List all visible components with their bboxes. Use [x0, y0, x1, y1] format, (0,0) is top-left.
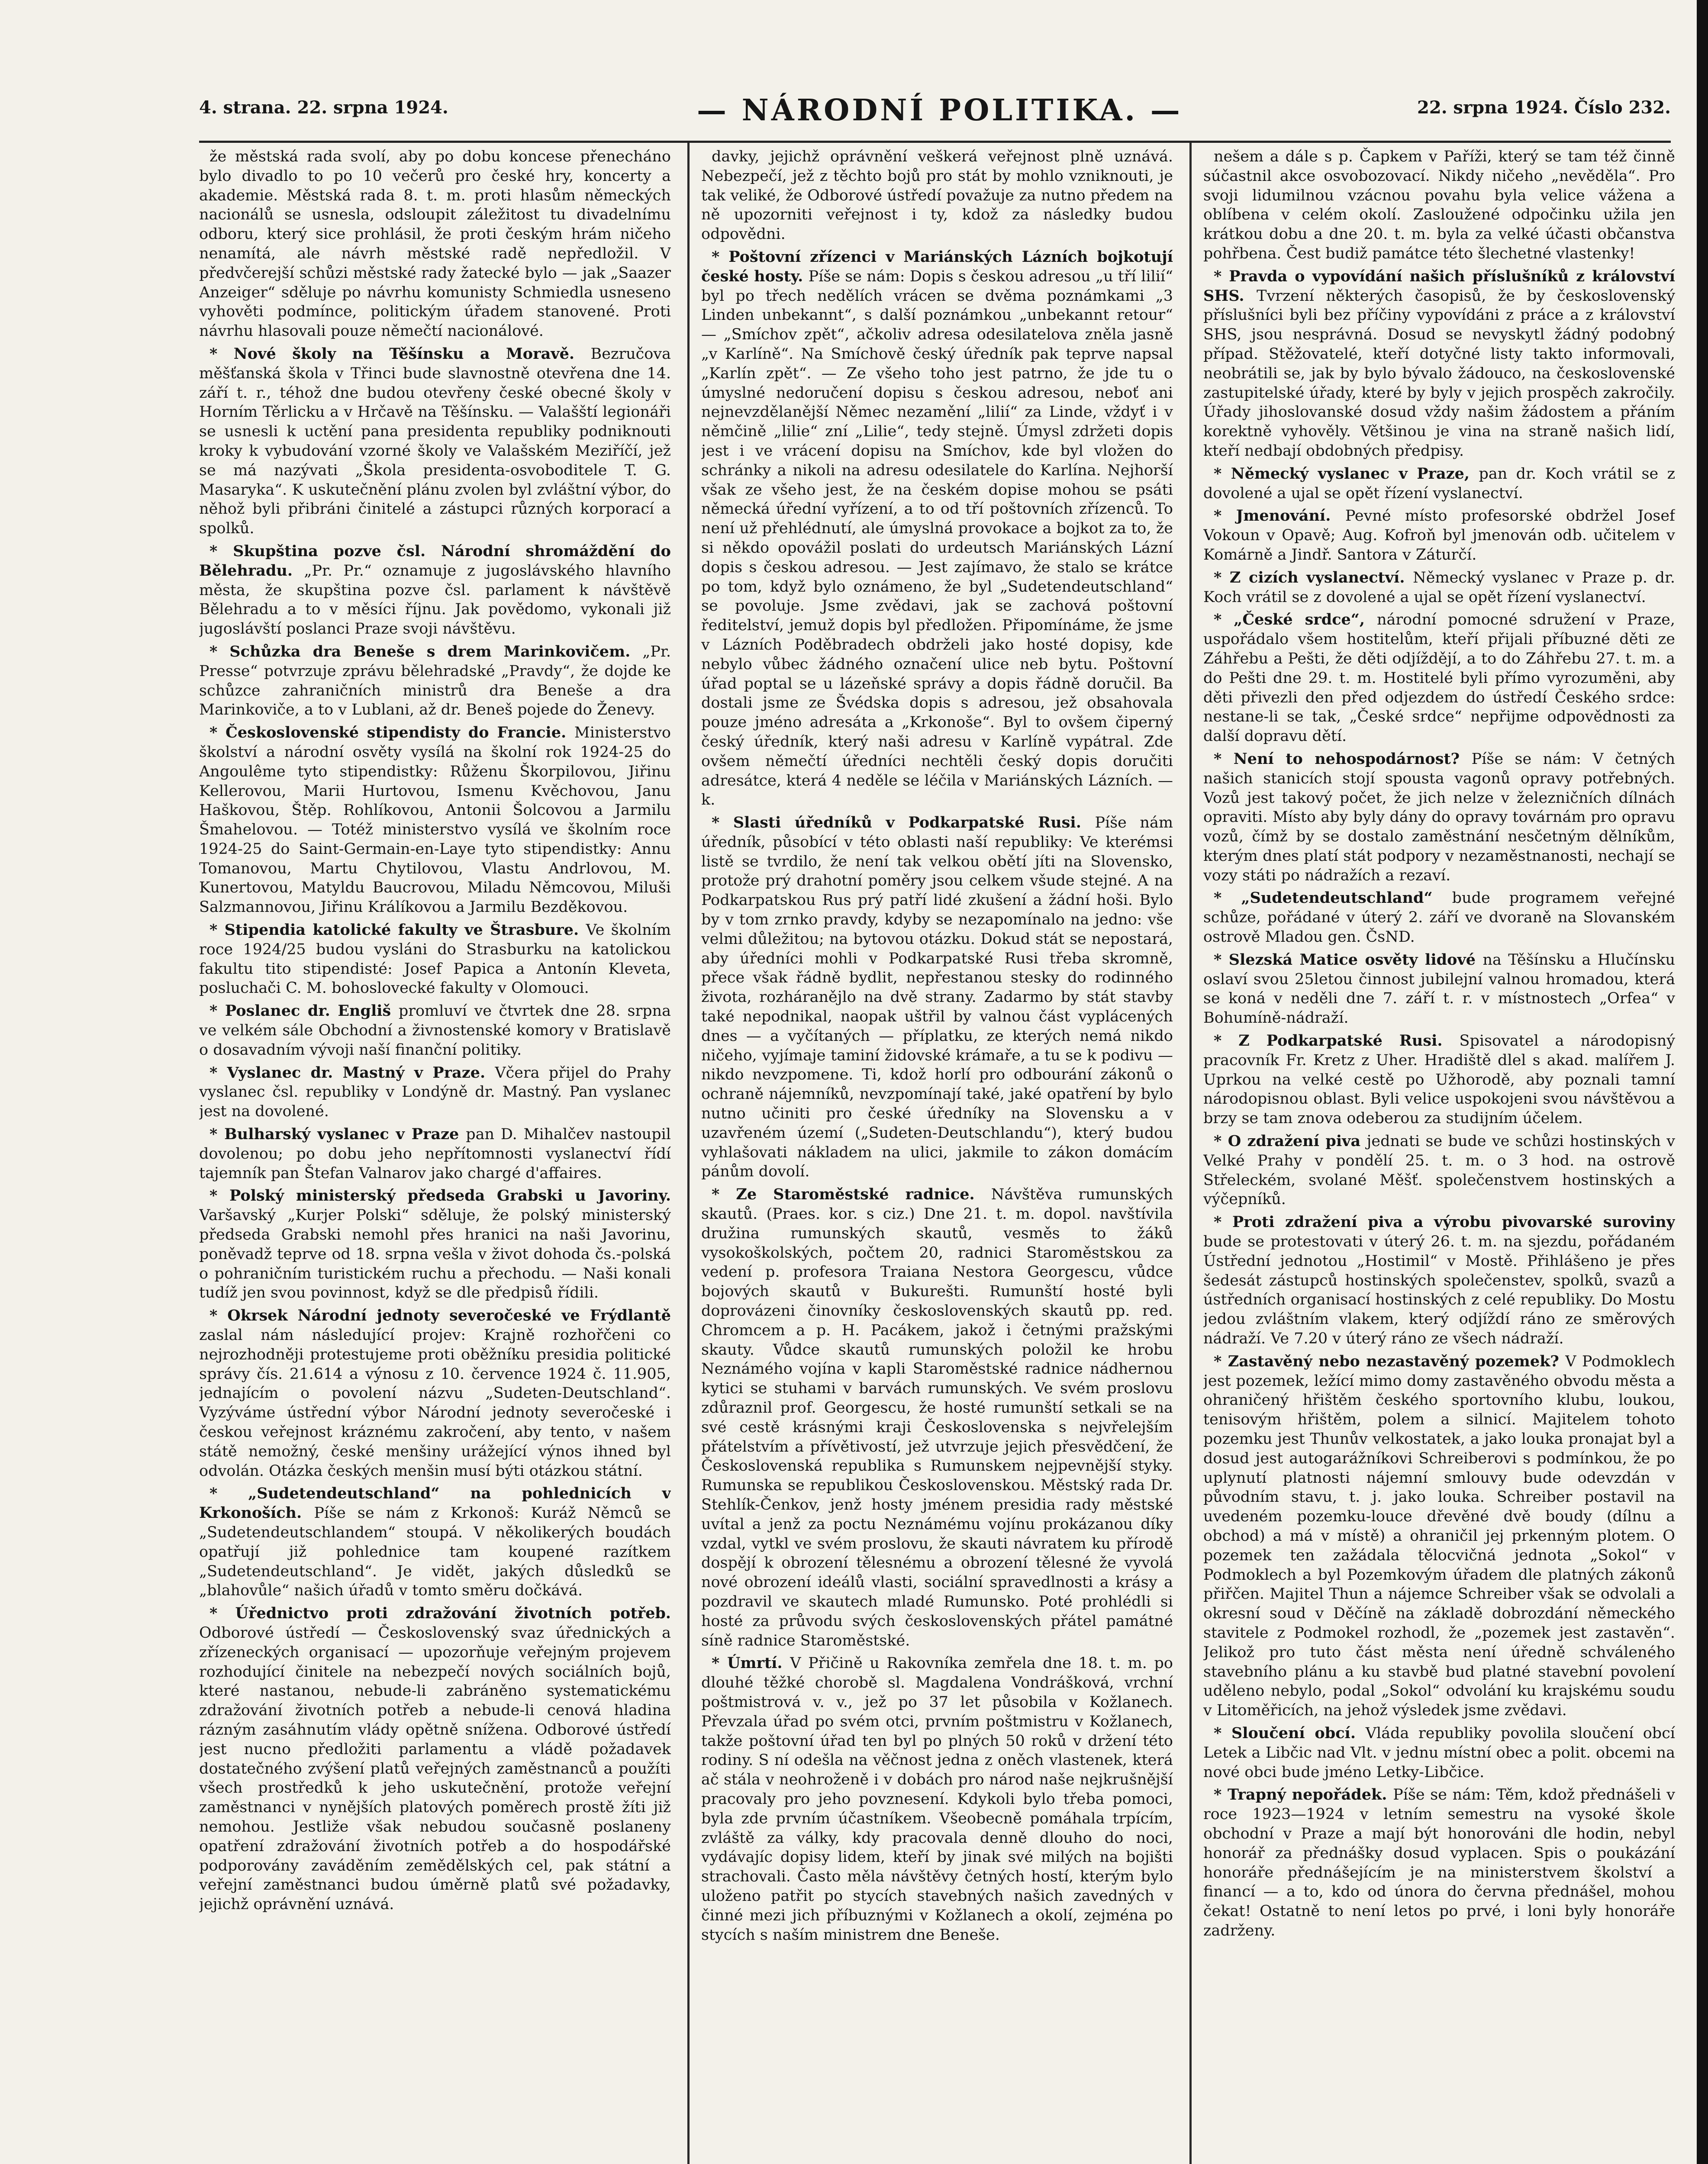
article [1203, 950, 1675, 1028]
article [701, 147, 1173, 244]
article-body: Píše se nám: Těm, kdož přednášeli v roce 1923—1924 v letním semestru na vysoké škole obchodní v Praze a mají být honorováni dle hodin, nebyl honorář za přednášky dosud vyplacen. Spis o poukázání honoráře přednášejícím je na ministerstvem školství a financí — a to, kdo od února do června přednášel, mohou čekat! Ostatně to není letos po prvé, i loni byly honoráře zadrženy. [1203, 1786, 1675, 1939]
article-body: promluví ve čtvrtek dne 28. srpna ve velkém sále Obchodní a živnostenské komory v Bratislavě o dosavadním vývoji naší finanční politiky. [199, 1002, 671, 1059]
article-headline: * Jmenování. [1214, 507, 1345, 525]
page-header [199, 89, 1671, 143]
article-body: bude se protestovati v úterý 26. t. m. na sjezdu, pořádaném Ústřední jednotou „Hostimil“ v Mostě. Přihlášeno je přes šedesát zástupců hostinských společenstev, spolků, svazů a ústředních organisací hostinských z celé republiky. Do Mostu jedou zvláštním vlakem, který odjíždí ráno ze směrových nádraží. Ve 7.20 v úterý ráno ze všech nádraží. [1203, 1233, 1675, 1348]
column-1 [199, 147, 671, 2164]
article [1203, 1132, 1675, 1209]
article-body: pan D. Mihalčev nastoupil dovolenou; po dobu jeho nepřítomnosti vyslanectví řídí tajemník pan Štefan Valnarov jako chargé d'affaires. [199, 1126, 671, 1182]
article [1203, 464, 1675, 503]
article-body: Německý vyslanec v Praze p. dr. Koch vrátil se z dovolené a ujal se opět řízení vyslanectví. [1203, 569, 1675, 606]
article-body: zaslal nám následující projev: Krajně rozhořčeni co nejrozhodněji protestujeme proti oběžníku presidia politické správy čís. 21.614 a výnosu z 10. července 1924 č. 11.905, jednajícím o povolení názvu „Sudeten-Deutschland“. Vyzýváme ústřední výbor Národní jednoty severočeské i českou veřejnost kráznému zakročení, aby tento, v našem státě nemožný, české menšiny urážející výnos ihned byl odvolán. Otázka českých menšin musí býti otázkou státní. [199, 1327, 671, 1480]
article-headline: * Schůzka dra Beneše s drem Marinkovičem. [209, 642, 643, 660]
article-headline: * „České srdce“, [1214, 611, 1377, 629]
article-body: Píše se nám z Krkonoš: Kuráž Němců se „Sudetendeutschlandem“ stoupá. V několikerých boudách opatřují již pohlednice tam koupené razítkem „Sudetendeutschland“. Je vidět, jakých důsledků se „blahovůle“ našich úřadů v tomto směru dočkává. [199, 1504, 671, 1600]
article [199, 1186, 671, 1303]
article-headline: * Nové školy na Těšínsku a Moravě. [209, 345, 591, 363]
article [1203, 1213, 1675, 1349]
article-headline: * Proti zdražení piva a výrobu pivovarské suroviny [1214, 1213, 1675, 1231]
article-body: Spisovatel a národopisný pracovník Fr. Kretz z Uher. Hradiště dlel s akad. malířem J. Uprkou na velké cestě po Užhorodě, aby poznali tamní národopisnou oblast. Byli velice uspokojeni svou návštěvou a brzy se tam znova odeberou za studijním účelem. [1203, 1032, 1675, 1127]
article [199, 345, 671, 538]
masthead-title: — NÁRODNÍ POLITIKA. — [697, 93, 1183, 128]
article-body: Ve školním roce 1924/25 budou vysláni do Strasburku na katolickou fakultu tito stipendisté: Josef Papica a Antonín Kleveta, posluchači C. M. bohoslovecké fakulty v Olomouci. [199, 921, 671, 997]
article-headline: * Německý vyslanec v Praze, [1214, 464, 1479, 483]
article [199, 147, 671, 341]
article-body: Pevné místo profesorské obdržel Josef Vokoun v Opavě; Aug. Kofroň byl jmenován odb. učitelem v Komárně a Jindř. Santora v Záturčí. [1203, 507, 1675, 564]
article-headline: * Vyslanec dr. Mastný v Praze. [209, 1063, 495, 1082]
article [1203, 1724, 1675, 1782]
article-body: že městská rada svolí, aby po dobu koncese přenecháno bylo divadlo to po 10 večerů pro české hry, koncerty a akademie. Městská rada 8. t. m. proti hlasům německých nacionálů se usnesla, odsloupit záležitost tu divadelnímu odboru, který sice prohlásil, že proti českým hrám ničeho nenamítá, ale návrh městské radě nepředložil. V předvčerejší schůzi městské rady žatecké bylo — jak „Saazer Anzeiger“ sděluje po návrhu komunisty Schmiedla usneseno vyhověti podmínce, politickým úřadem stanovené. Proti návrhu hlasovali pouze němečtí nacionálové. [199, 148, 671, 340]
article-body: Ministerstvo školství a národní osvěty vysílá na školní rok 1924-25 do Angoulême tyto stipendistky: Růženu Škorpilovou, Jiřinu Kellerovou, Marii Hurtovou, Ismenu Kvěchovou, Janu Haškovou, Štěp. Rohlíkovou, Antonii Šolcovou a Jarmilu Šmahelovou. — Totéž ministerstvo vysílá ve školním roce 1924-25 do Saint-Germain-en-Laye tyto stipendistky: Annu Tomanovou, Martu Chytilovou, Vlastu Andrlovou, M. Kunertovou, Matyldu Baucrovou, Miladu Němcovou, Miluši Salzmannovou, Jiřinu Králíkovou a Jarmilu Bezděkovou. [199, 724, 671, 916]
article [701, 248, 1173, 810]
article-headline: * Slasti úředníků v Podkarpatské Rusi. [712, 814, 1095, 832]
article-body: Návštěva rumunských skautů. (Praes. kor. s ciz.) Dne 21. t. m. dopol. navštívila družina rumunských skautů, vesměs to žáků vysokoškolských, počtem 20, radnici Staroměstskou za vedení p. profesora Traiana Nestora Georgescu, vůdce bojových skautů v Bukurešti. Rumunští hosté byli doprovázeni činovníky československých skautů pp. red. Chromcem a p. H. Pacákem, jakož i četnými pražskými skauty. Vůdce skautů rumunských položil ke hrobu Neznámého vojína v kapli Staroměstské radnice nádhernou kytici se stuhami v barvách rumunských. Ve svém proslovu zdůraznil prof. Georgescu, že hosté rumunští setkali se na své cestě krásnými kraji Československa s nejvřelejším přátelstvím a přívětivostí, jež utvrzuje jejich přesvědčení, že Československá republika s Rumunskem nejpevnější styky. Rumunska se republikou Československou. Městský rada Dr. Stehlík-Čenkov, jenž hosty jménem presidia rady městské uvítal a jenž za poctu Neznámému vojínu prokázanou díky vzdal, vytkl ve svém proslovu, že skauti návratem ku přírodě dospějí k obrození tělesnému a obrození tělesné že vyvolá nové obrození ideálů vlasti, sociální spravedlnosti a krásy a pozdravil ve skautech mladé Rumunsko. Poté prohlédli si hosté za průvodu svých československých přátel památné síně radnice Staroměstské. [701, 1186, 1173, 1649]
article-headline: * O zdražení piva [1214, 1132, 1367, 1150]
article-headline: * „Sudetendeutschland“ [1214, 889, 1452, 907]
header-issue-number: 22. srpna 1924. Číslo 232. [1417, 97, 1671, 118]
article [1203, 1031, 1675, 1128]
article-body: bude programem veřejné schůze, pořádané v úterý 2. září ve dvoraně na Slovanském ostrově Mladou gen. ČsND. [1203, 889, 1675, 946]
article-headline: * Polský ministerský předseda Grabski u Javoriny. [209, 1187, 671, 1205]
article-body: Píše se nám: V četných našich stanicích stojí spousta vagonů opravy potřebných. Vozů jest takový počet, že jich nelze v železničních dílnách opraviti. Místo aby byly dány do opravy továrnám pro opravu vozů, čímž by se dostalo zaměstnání nesčetným dělníkům, kterým dnes platí stát podpory v nezaměstnanosti, nechají se vozy státi po nádražích a rezaví. [1203, 750, 1675, 884]
article-body: Vláda republiky povolila sloučení obcí Letek a Libčic nad Vlt. v jednu místní obec a polit. obcemi na nové obci bude jméno Letky-Libčice. [1203, 1724, 1675, 1781]
article-body: „Pr. Presse“ potvrzuje zprávu bělehradské „Pravdy“, že dojde ke schůzce zahraničních ministrů dra Beneše a dra Marinkoviče, a to v Lublani, až dr. Beneš pojede do Ženevy. [199, 643, 671, 719]
article-headline: * Ze Staroměstské radnice. [712, 1185, 991, 1204]
article [1203, 568, 1675, 607]
article [199, 1306, 671, 1481]
article [1203, 610, 1675, 746]
article [701, 813, 1173, 1182]
article-headline: * Úmrtí. [712, 1654, 790, 1672]
article [199, 1125, 671, 1183]
article-headline: * Poštovní zřízenci v Mariánských Lázních bojkotují české hosty. [701, 248, 1173, 285]
article-body: Včera přijel do Prahy vyslanec čsl. republiky v Londýně dr. Mastný. Pan vyslanec jest na dovolené. [199, 1064, 671, 1121]
article [199, 1604, 671, 1914]
article-headline: * Slezská Matice osvěty lidové [1214, 950, 1483, 969]
article-body: na Těšínsku a Hlučínsku oslaví svou 25letou činnost jubilejní valnou hromadou, která se koná v neděli dne 7. září t. r. v místnostech „Orfea“ v Bohumíně-nádraží. [1203, 951, 1675, 1027]
article-body: V Podmoklech jest pozemek, ležící mimo domy zastavěného obvodu města a ohraničený hřištěm českého sportovního klubu, loukou, tenisovým hřištěm, polem a silnicí. Majitelem tohoto pozemku jest Thunův velkostatek, a jako louka pronajat byl a dosud jest autogarážníkovi Schreiberovi s podmínkou, že po uplynutí platnosti nájemní smlouvy bude odevzdán v původním stavu, t. j. jako louka. Schreiber postavil na uvedeném pozemku-louce dřevěné dvě boudy (dílnu a obchod) a má v místě) a ohraničil jej prkenným plotem. O pozemek ten zažádala tělocvičná jednota „Sokol“ v Podmoklech a byl Pozemkovým úřadem dle platných zákonů přiřčen. Majitel Thun a nájemce Schreiber však se odvolali a okresní soud v Děčíně na základě dobrozdání německého stavitele z Podmokel rozhodl, že „pozemek jest zastavěn“. Jelikož pro tuto část města není úředně schváleného stavebního plánu a ku stavbě bud platné stavební povolení uděleno nebylo, podal „Sokol“ odvolání ku krajskému soudu v Litoměřicích, na jehož výsledek jsme zvědavi. [1203, 1352, 1675, 1720]
article [1203, 1352, 1675, 1720]
article [199, 1484, 671, 1600]
article [701, 1654, 1173, 1945]
column-rule-2 [1189, 143, 1192, 2164]
article-body: „Pr. Pr.“ oznamuje z jugoslávského hlavního města, že skupština pozve čsl. parlament k návštěvě Bělehradu a to v měsíci říjnu. Jak povědomo, vykonali již jugoslávští poslanci Praze svoji návštěvu. [199, 562, 671, 638]
article [1203, 267, 1675, 461]
scan-edge-mark [1697, 0, 1708, 2164]
article [701, 1185, 1173, 1650]
article-headline: * Není to nehospodárnost? [1214, 750, 1472, 768]
article-headline: * Trapný nepořádek. [1214, 1786, 1393, 1804]
article-body: nešem a dále s p. Čapkem v Paříži, který se tam též činně súčastnil akce osvobozovací. Nikdy ničeho „nevěděla“. Pro svoji lidumilnou vzácnou povahu byla velice vážena a oblíbena v celém okolí. Zasloužené odpočinku užila jen krátkou dobu a dne 20. t. m. byla za velké účasti občanstva pohřbena. Čest budiž památce této šlechetné vlastenky! [1203, 148, 1675, 262]
article-headline: * „Sudetendeutschland“ na pohlednicích v Krkonoších. [199, 1485, 671, 1522]
article-headline: * Pravda o vypovídání našich příslušníků z království SHS. [1203, 267, 1675, 305]
article-body: davky, jejichž oprávnění veškerá veřejnost plně uznává. Nebezpečí, jež z těchto bojů pro stát by mohlo vzniknouti, je tak veliké, že Odborové ústředí považuje za nutno předem na ně upozorniti veřejnost i ty, kdož za následky budou odpovědni. [701, 148, 1173, 243]
article-headline: * Z cizích vyslanectví. [1214, 568, 1413, 586]
article-body: Píše se nám: Dopis s českou adresou „u tří lilií“ byl po třech nedělích vrácen se dvěma poznámkami „3 Linden unbekannt“, s další poznámkou „unbekannt retour“ — „Smíchov zpět“, ačkoliv adresa odesilatelova zněla jasně „v Karlíně“. Na Smíchově český úředník pak teprve napsal „Karlín zpět“. — Ze všeho toho jest patrno, že jde tu o úmyslné nedoručení dopisu s českou adresou, neboť ani nejnevzdělanější Němec nezamění „lilií“ za Linde, vždyť i v němčině „lilie“ zní „Lilie“, tedy stejně. Úmysl zdržeti dopis jest i ve vrácení dopisu na Smíchov, kde byl vložen do schránky a nikoli na adresu odesilatele do Karlína. Nejhorší však ze všeho jest, že na českém dopise mohou se psáti německá úřední vyřízení, a to od tří poštovních zřízenců. To není už přehlédnutí, ale úmyslná provokace a bojkot za to, že si někdo opovážil poslati do urdeutsch Mariánských Lázní dopis s českou adresou. — Jest zajímavo, že stalo se krátce po tom, když bylo oznámeno, že byl „Sudetendeutschland“ se povoluje. Jsme zvědavi, jak se zachová poštovní ředitelství, jemuž dopis byl předložen. Připomínáme, že jsme v Lázních Poděbradech obdrželi jako hosté dopisy, kde nebylo vůbec žádného označení ulice neb bytu. Poštovní úřad poptal se u lázeňské správy a dopis řádně doručil. Ba dostali jsme ze Švédska dopis s adresou, jež obsahovala pouze jméno adresáta a „Krkonoše“. Byl to ovšem čiperný český úředník, který naši adresu v Karlíně vypátral. Zde ovšem němečtí úředníci nechtěli český dopis doručiti adresátce, která 4 neděle se léčila v Mariánských Lázních. —k. [701, 267, 1173, 809]
article [1203, 147, 1675, 264]
article-body: Varšavský „Kurjer Polski“ sděluje, že polský ministerský předseda Grabski nemohl přes hranici na naši Javorinu, poněvadž teprve od 18. srpna vešla v život dohoda čs.-polská o pohraničním turistickém ruchu a přechodu. — Naši konali tudíž jen svou povinnost, když se dle předpisů řídili. [199, 1207, 671, 1302]
article-body: Bezručova měšťanská škola v Třinci bude slavnostně otevřena dne 14. září t. r., téhož dne budou otevřeny české obecné školy v Horním Těrlicku a v Hrčavě na Těšínsku. — Valašští legionáři se usnesli k uctění pana presidenta republiky podniknouti kroky k vybudování vzorné školy ve Valašském Meziříčí, jež se má nazývati „Škola presidenta-osvoboditele T. G. Masaryka“. K uskutečnění plánu zvolen byl zvláštní výbor, do něhož byli přibráni činitelé a zástupci různých korporací a spolků. [199, 345, 671, 538]
article-headline: * Poslanec dr. Engliš [209, 1002, 399, 1020]
article-body: Tvrzení některých časopisů, že by československý příslušníci byli bez příčiny vypovídáni z práce a z království SHS, jsou nesprávná. Dosud se nevyskytl žádný podobný případ. Stěžovatelé, kteří dotyčné listy takto informovali, neobrátili se, jak by bylo bývalo žádouco, na československé zastupitelské úřady, které by byly v jejich prospěch zakročily. Úřady jihoslovanské dosud vždy našim žádostem a přáním korektně vyhověly. Většinou je vina na straně našich lidí, kteří nedbají obdobných předpisy. [1203, 287, 1675, 460]
article [199, 642, 671, 720]
column-2 [701, 147, 1173, 2164]
article [199, 921, 671, 998]
article-headline: * Skupština pozve čsl. Národní shromáždění do Bělehradu. [199, 542, 671, 580]
column-3 [1203, 147, 1675, 2164]
article-headline: * Zastavěný nebo nezastavěný pozemek? [1214, 1352, 1566, 1370]
header-date-left: 4. strana. 22. srpna 1924. [199, 97, 448, 118]
article-body: Odborové ústředí — Československý svaz úřednických a zřízeneckých organisací — upozorňuje veřejným projevem rozhodující činitele na nebezpečí nových sociálních bojů, které nastanou, nebude-li zabráněno systematickému zdražování životních potřeb a nebude-li cenová hladina rázným zasáhnutím vlády opětně snížena. Odborové ústředí jest nucno předložiti parlamentu a vládě požadavek dostatečného zvýšení platů veřejných zaměstnanců a použíti všech prostředků k jeho uskutečnění, protože veřejní zaměstnanci v nynějších platových poměrech prostě žíti již nemohou. Jestliže však nebudou současně poslaneny opatření zdražování životních potřeb a do hospodářské podporovány zaváděním zemědělských cel, pak státní a veřejní zaměstnanci budou úměrně platů své požadavky, jejichž oprávnění uznává. [199, 1624, 671, 1913]
article [1203, 889, 1675, 947]
article-body: pan dr. Koch vrátil se z dovolené a ujal se opět řízení vyslanectví. [1203, 465, 1675, 502]
article-headline: * Z Podkarpatské Rusi. [1214, 1032, 1460, 1050]
article [1203, 506, 1675, 564]
article [199, 723, 671, 917]
article-headline: * Úřednictvo proti zdražování životních potřeb. [209, 1604, 671, 1623]
article [1203, 750, 1675, 886]
article-body: Píše nám úředník, působící v této oblasti naší republiky: Ve kterémsi listě se tvrdilo, že není tak velkou obětí jíti na Slovensko, protože prý drahotní poměry jsou celkem všude stejné. A na Podkarpatskou Rus prý patří lidé zkušení a žádní hoši. Bylo by v tom zrnko pravdy, kdyby se nezapomínalo na jedno: vše velmi důležitou; na bytovou otázku. Dokud stát se nepostará, aby úředníci mohli v Podkarpatské Rusi třeba skromně, přece však řádně bydlit, nepřestanou stesky do rodinného života, rozháranějlo na dvě strany. Zadarmo by stát stavby také nepodnikal, naopak uštřil by valnou část vyplácených dnes — a vyčítaných — příplatku, ze kterých nemá nikdo ničeho, vyjímaje taminí židovské krámaře, a tu se k podivu — nikdo nevzpomene. Ti, kdož horlí pro odbourání zákonů o ochraně nájemníků, nevzpomínají také, jaké opatření by bylo nutno učiniti pro české úředníky na Slovensku a v uzavřeném území („Sudeten-Deutschlandu“), který budou vyhlašovati nákladem na ulici, jakmile to zákon domácím pánům dovolí. [701, 814, 1173, 1181]
article-headline: * Československé stipendisty do Francie. [209, 724, 574, 742]
article-body: národní pomocné sdružení v Praze, uspořádalo všem hostitelům, kteří přijali příbuzné děti ze Záhřebu a Pešti, že děti odjíždějí, a to do Záhřebu 27. t. m. a do Pešti dne 29. t. m. Hostitelé byli přímo vyrozuměni, aby děti přivezli den před odjezdem do ústředí Českého srdce: nestane-li se tak, „České srdce“ nepřijme odpovědnosti za další dopravu dětí. [1203, 611, 1675, 745]
article-headline: * Bulharský vyslanec v Praze [209, 1125, 466, 1143]
article [1203, 1785, 1675, 1940]
article [199, 1001, 671, 1059]
article-body: jednati se bude ve schůzi hostinských v Velké Prahy v pondělí 25. t. m. o 3 hod. na ostrově Střeleckém, svolané Měšť. společenstvem hostinských a výčepníků. [1203, 1133, 1675, 1208]
column-rule-1 [687, 143, 690, 2164]
article-headline: * Stipendia katolické fakulty ve Štrasbure. [209, 921, 586, 939]
article-body: V Přičině u Rakovníka zemřela dne 18. t. m. po dlouhé těžké chorobě sl. Magdalena Vondrášková, vrchní poštmistrová v. v., jež po 37 let působila v Kožlanech. Převzala úřad po svém otci, prvním poštmistru v Kožlanech, takže poštovní úřad ten byl po plných 50 roků v držení této rodiny. S ní odešla na věčnost jedna z oněch vlastenek, která ač stála v neohroženě i v dobách pro národ naše nejkrušnější pracovaly pro jeho povznesení. Kdykoli bylo třeba pomoci, byla zde prvním účastníkem. Všeobecně pomáhala trpícím, zvláště za války, kdy pracovala denně dlouho do noci, vydávajíc dopisy lidem, kteří by jinak své milých na bojišti strachovali. Často měla návštěvy četných hostí, kterým bylo uloženo patřit po stycích stavebných našich zavedných v činné mezi jich příbuznými v Kožlanech a okolí, zejména po stycích s naším ministrem dne Beneše. [701, 1655, 1173, 1944]
article [199, 1063, 671, 1121]
article-headline: * Sloučení obcí. [1214, 1724, 1366, 1742]
article-headline: * Okrsek Národní jednoty severočeské ve Frýdlantě [209, 1307, 671, 1325]
article [199, 542, 671, 639]
